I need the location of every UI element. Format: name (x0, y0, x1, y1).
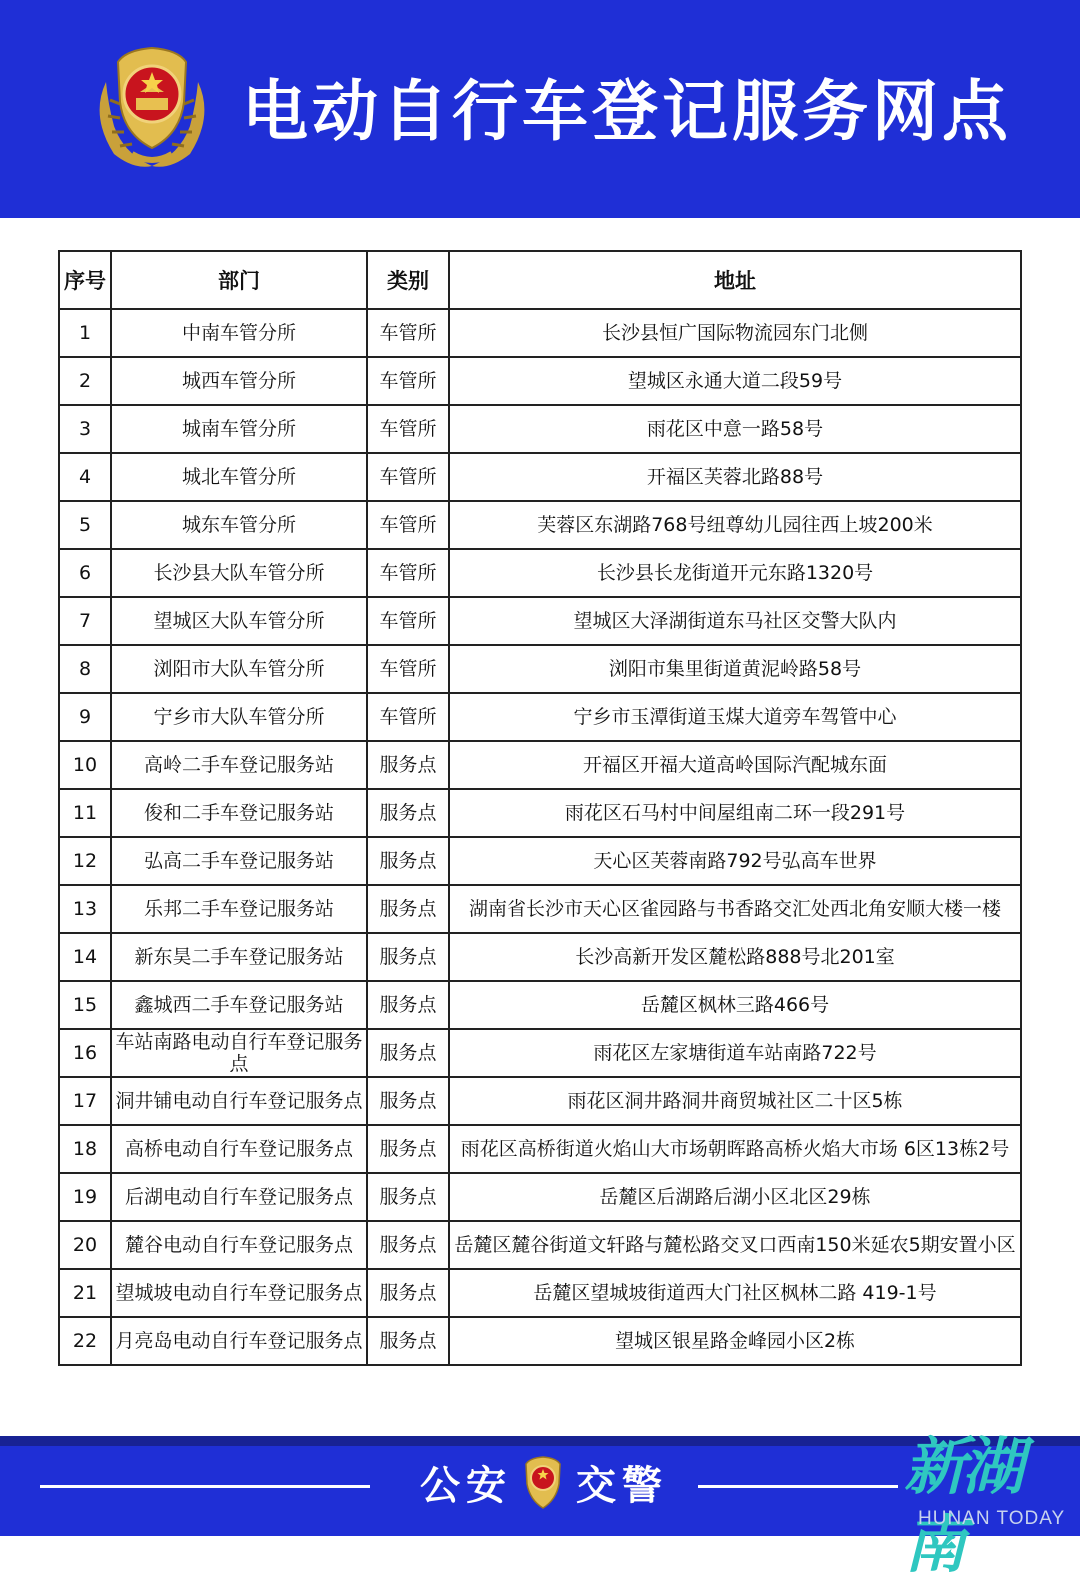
address-cell: 岳麓区麓谷街道文轩路与麓松路交叉口西南150米延农5期安置小区 (449, 1221, 1021, 1269)
department-cell: 鑫城西二手车登记服务站 (111, 981, 367, 1029)
table-row (59, 1125, 1021, 1173)
address-cell: 望城区永通大道二段59号 (449, 357, 1021, 405)
table-row (59, 885, 1021, 933)
category-cell: 车管所 (367, 501, 449, 549)
address-cell: 湖南省长沙市天心区雀园路与书香路交汇处西北角安顺大楼一楼 (449, 885, 1021, 933)
footer-word-traffic-police: 交警 (576, 1463, 668, 1509)
category-cell: 车管所 (367, 645, 449, 693)
address-cell: 雨花区洞井路洞井商贸城社区二十区5栋 (449, 1077, 1021, 1125)
row-number-cell: 7 (59, 597, 111, 645)
row-number-cell: 16 (59, 1029, 111, 1077)
row-number-cell: 15 (59, 981, 111, 1029)
row-number-cell: 1 (59, 309, 111, 357)
police-badge-icon (514, 1454, 572, 1512)
department-cell: 城东车管分所 (111, 501, 367, 549)
department-cell: 俊和二手车登记服务站 (111, 789, 367, 837)
category-cell: 服务点 (367, 837, 449, 885)
table-row (59, 597, 1021, 645)
table-row (59, 789, 1021, 837)
category-cell: 车管所 (367, 405, 449, 453)
table-row (59, 357, 1021, 405)
row-number-cell: 8 (59, 645, 111, 693)
department-cell: 城西车管分所 (111, 357, 367, 405)
table-row (59, 645, 1021, 693)
table-row (59, 405, 1021, 453)
row-number-cell: 19 (59, 1173, 111, 1221)
column-header-address: 地址 (449, 251, 1021, 309)
category-cell: 车管所 (367, 453, 449, 501)
address-cell: 天心区芙蓉南路792号弘高车世界 (449, 837, 1021, 885)
category-cell: 服务点 (367, 1173, 449, 1221)
table-row (59, 1173, 1021, 1221)
row-number-cell: 18 (59, 1125, 111, 1173)
row-number-cell: 4 (59, 453, 111, 501)
category-cell: 服务点 (367, 789, 449, 837)
row-number-cell: 6 (59, 549, 111, 597)
department-cell: 浏阳市大队车管分所 (111, 645, 367, 693)
department-cell: 望城区大队车管分所 (111, 597, 367, 645)
department-cell: 城南车管分所 (111, 405, 367, 453)
category-cell: 服务点 (367, 933, 449, 981)
column-header-number: 序号 (59, 251, 111, 309)
row-number-cell: 11 (59, 789, 111, 837)
row-number-cell: 5 (59, 501, 111, 549)
column-header-department: 部门 (111, 251, 367, 309)
category-cell: 服务点 (367, 1269, 449, 1317)
department-cell: 宁乡市大队车管分所 (111, 693, 367, 741)
table-row (59, 309, 1021, 357)
department-cell: 后湖电动自行车登记服务点 (111, 1173, 367, 1221)
department-cell: 望城坡电动自行车登记服务点 (111, 1269, 367, 1317)
table-row (59, 549, 1021, 597)
department-cell: 中南车管分所 (111, 309, 367, 357)
table-row (59, 453, 1021, 501)
department-cell: 高岭二手车登记服务站 (111, 741, 367, 789)
address-cell: 浏阳市集里街道黄泥岭路58号 (449, 645, 1021, 693)
table-row (59, 837, 1021, 885)
address-cell: 望城区银星路金峰园小区2栋 (449, 1317, 1021, 1365)
registration-sites-table (58, 250, 1022, 1366)
address-cell: 雨花区石马村中间屋组南二环一段291号 (449, 789, 1021, 837)
address-cell: 雨花区中意一路58号 (449, 405, 1021, 453)
police-badge-icon (84, 42, 220, 174)
table-header-row (59, 251, 1021, 309)
row-number-cell: 9 (59, 693, 111, 741)
header-banner (0, 0, 1080, 218)
department-cell: 长沙县大队车管分所 (111, 549, 367, 597)
row-number-cell: 22 (59, 1317, 111, 1365)
table-row (59, 981, 1021, 1029)
address-cell: 岳麓区后湖路后湖小区北区29栋 (449, 1173, 1021, 1221)
row-number-cell: 10 (59, 741, 111, 789)
category-cell: 车管所 (367, 597, 449, 645)
department-cell: 乐邦二手车登记服务站 (111, 885, 367, 933)
address-cell: 芙蓉区东湖路768号纽尊幼儿园往西上坡200米 (449, 501, 1021, 549)
table-row (59, 1269, 1021, 1317)
category-cell: 服务点 (367, 1221, 449, 1269)
watermark-caption: HUNAN TODAY (918, 1508, 1066, 1529)
row-number-cell: 13 (59, 885, 111, 933)
category-cell: 车管所 (367, 309, 449, 357)
address-cell: 开福区芙蓉北路88号 (449, 453, 1021, 501)
category-cell: 服务点 (367, 1125, 449, 1173)
department-cell: 麓谷电动自行车登记服务点 (111, 1221, 367, 1269)
address-cell: 长沙高新开发区麓松路888号北201室 (449, 933, 1021, 981)
row-number-cell: 17 (59, 1077, 111, 1125)
row-number-cell: 2 (59, 357, 111, 405)
category-cell: 服务点 (367, 741, 449, 789)
footer-divider-right (698, 1485, 898, 1488)
address-cell: 开福区开福大道高岭国际汽配城东面 (449, 741, 1021, 789)
row-number-cell: 20 (59, 1221, 111, 1269)
table-row (59, 501, 1021, 549)
category-cell: 车管所 (367, 693, 449, 741)
watermark-logo: 新湖南 (904, 1430, 1021, 1581)
address-cell: 雨花区高桥街道火焰山大市场朝晖路高桥火焰大市场 6区13栋2号 (449, 1125, 1021, 1173)
department-cell: 弘高二手车登记服务站 (111, 837, 367, 885)
page-title: 电动自行车登记服务网点 (242, 73, 1012, 150)
column-header-category: 类别 (367, 251, 449, 309)
table-row (59, 741, 1021, 789)
address-cell: 岳麓区枫林三路466号 (449, 981, 1021, 1029)
row-number-cell: 3 (59, 405, 111, 453)
footer-divider-left (40, 1485, 370, 1488)
department-cell: 车站南路电动自行车登记服务点 (111, 1029, 367, 1077)
category-cell: 服务点 (367, 981, 449, 1029)
address-cell: 长沙县恒广国际物流园东门北侧 (449, 309, 1021, 357)
row-number-cell: 12 (59, 837, 111, 885)
address-cell: 雨花区左家塘街道车站南路722号 (449, 1029, 1021, 1077)
category-cell: 服务点 (367, 1077, 449, 1125)
address-cell: 望城区大泽湖街道东马社区交警大队内 (449, 597, 1021, 645)
category-cell: 服务点 (367, 885, 449, 933)
table-row (59, 1077, 1021, 1125)
category-cell: 车管所 (367, 357, 449, 405)
table-row (59, 1221, 1021, 1269)
department-cell: 高桥电动自行车登记服务点 (111, 1125, 367, 1173)
footer-word-public-security: 公安 (420, 1463, 512, 1509)
table-row (59, 693, 1021, 741)
department-cell: 月亮岛电动自行车登记服务点 (111, 1317, 367, 1365)
department-cell: 新东昊二手车登记服务站 (111, 933, 367, 981)
row-number-cell: 14 (59, 933, 111, 981)
category-cell: 服务点 (367, 1029, 449, 1077)
address-cell: 岳麓区望城坡街道西大门社区枫林二路 419-1号 (449, 1269, 1021, 1317)
category-cell: 服务点 (367, 1317, 449, 1365)
address-cell: 宁乡市玉潭街道玉煤大道旁车驾管中心 (449, 693, 1021, 741)
address-cell: 长沙县长龙街道开元东路1320号 (449, 549, 1021, 597)
row-number-cell: 21 (59, 1269, 111, 1317)
table-row (59, 1317, 1021, 1365)
department-cell: 城北车管分所 (111, 453, 367, 501)
table-row (59, 1029, 1021, 1077)
table-row (59, 933, 1021, 981)
category-cell: 车管所 (367, 549, 449, 597)
department-cell: 洞井铺电动自行车登记服务点 (111, 1077, 367, 1125)
